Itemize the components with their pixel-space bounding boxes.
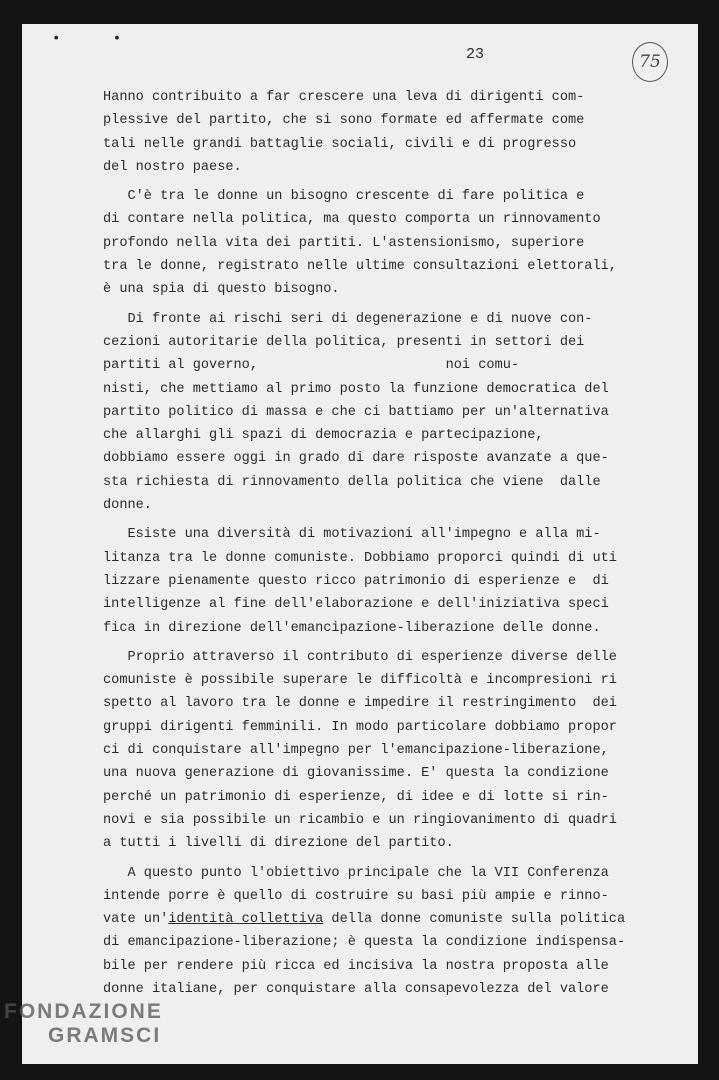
paragraph [103,862,643,1002]
text-line: Esiste una diversità di motivazioni all'impegno e alla mi- [103,527,601,543]
watermark-line-2: GRAMSCI [48,1024,162,1047]
paragraph [103,185,643,301]
text-line: novi e sia possibile un ricambio e un ringiovanimento di quadri [103,812,617,828]
text-line: comuniste è possibile superare le difficoltà e incompresioni ri [103,673,617,689]
text-line: tali nelle grandi battaglie sociali, civili e di progresso [103,136,577,152]
text-line: gruppi dirigenti femminili. In modo particolare dobbiamo propor [103,719,617,735]
text-line: bile per rendere più ricca ed incisiva la nostra proposta alle [103,958,609,974]
text-line: donne italiane, per conquistare alla consapevolezza del valore [103,981,609,997]
text-line: di emancipazione-liberazione; è questa la condizione indispensa- [103,935,626,951]
text-line: lizzare pienamente questo ricco patrimonio di esperienze e di [103,573,609,589]
text-line: sta richiesta di rinnovamento della politica che viene dalle [103,474,601,490]
paragraph [103,86,643,179]
text-line: partiti al governo, noi comu- [103,358,520,374]
margin-marks: • • [52,31,144,47]
archive-number-stamp: 75 [632,42,668,82]
text-line: a tutti i livelli di direzione del partito. [103,836,454,852]
paragraph [103,523,643,639]
text-line: litanza tra le donne comuniste. Dobbiamo proporci quindi di uti [103,550,617,566]
underlined-phrase: identità collettiva [168,912,324,928]
text-line: dobbiamo essere oggi in grado di dare risposte avanzate a que- [103,451,609,467]
text-line: perché un patrimonio di esperienze, di idee e di lotte si rin- [103,789,609,805]
text-line: del nostro paese. [103,159,242,175]
text-line: di contare nella politica, ma questo comporta un rinnovamento [103,212,601,228]
page-number: 23 [466,46,485,63]
watermark-line-1: FONDAZIONE [4,1000,163,1023]
text-line: A questo punto l'obiettivo principale che la VII Conferenza [103,865,609,881]
text-line: intelligenze al fine dell'elaborazione e dell'iniziativa speci [103,597,609,613]
text-line: fica in direzione dell'emancipazione-liberazione delle donne. [103,620,601,636]
paragraph [103,308,643,518]
text-line: C'è tra le donne un bisogno crescente di fare politica e [103,189,585,205]
text-line: profondo nella vita dei partiti. L'astensionismo, superiore [103,235,585,251]
text-line: vate un'identità collettiva della donne comuniste sulla politica [103,912,626,928]
text-line: ci di conquistare all'impegno per l'emancipazione-liberazione, [103,743,609,759]
watermark-logo [4,1000,163,1048]
text-line: Proprio attraverso il contributo di esperienze diverse delle [103,649,617,665]
text-line: donne. [103,498,152,514]
document-body [103,86,643,1001]
text-line: una nuova generazione di giovanissime. E' questa la condizione [103,766,609,782]
text-line: intende porre è quello di costruire su basi più ampie e rinno- [103,888,609,904]
text-line: spetto al lavoro tra le donne e impedire il restringimento dei [103,696,617,712]
text-line: tra le donne, registrato nelle ultime consultazioni elettorali, [103,259,617,275]
text-line: Hanno contribuito a far crescere una leva di dirigenti com- [103,90,585,105]
text-line: partito politico di massa e che ci battiamo per un'alternativa [103,404,609,420]
text-line: cezioni autoritarie della politica, presenti in settori dei [103,334,585,350]
text-line: Di fronte ai rischi seri di degenerazione e di nuove con- [103,311,593,327]
text-line: è una spia di questo bisogno. [103,282,340,298]
text-line: plessive del partito, che si sono formate ed affermate come [103,113,585,129]
text-line: che allarghi gli spazi di democrazia e partecipazione, [103,428,544,444]
paragraph [103,646,643,856]
text-line: nisti, che mettiamo al primo posto la funzione democratica del [103,381,609,397]
